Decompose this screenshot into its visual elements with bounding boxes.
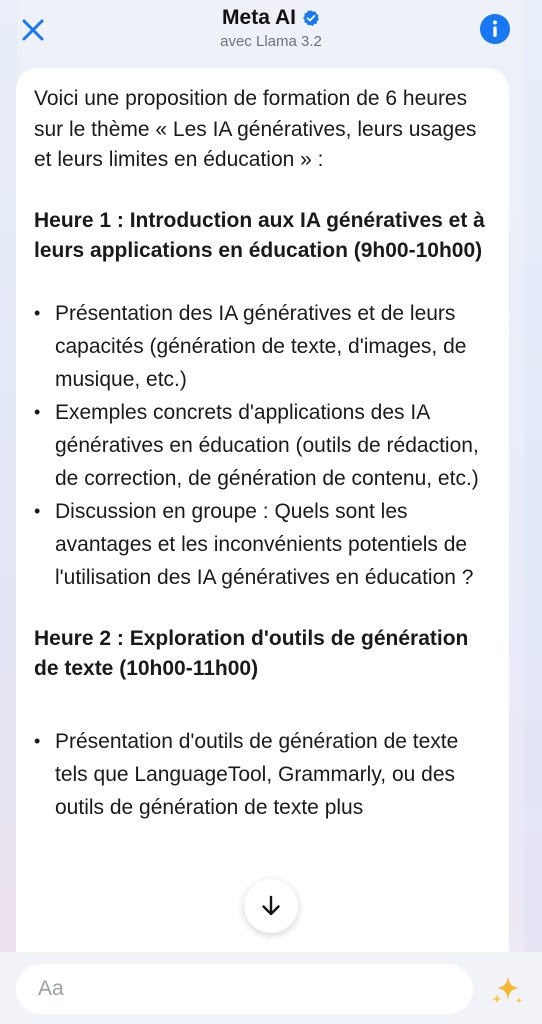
chat-title-block[interactable] (0, 6, 542, 50)
info-icon (480, 14, 510, 44)
message-intro: Voici une proposition de formation de 6 heures sur le thème « Les IA génératives, leurs usages et leurs limites en éducation » : (34, 87, 477, 171)
list-item: • Discussion en groupe : Quels sont les avantages et les inconvénients potentiels de l'utilisation des IA génératives en éducation ? (34, 495, 491, 594)
chat-header (0, 0, 542, 64)
bullet-list-hour-2 (34, 725, 491, 824)
sparkles-icon (488, 970, 528, 1010)
list-item: • Présentation d'outils de génération de texte tels que LanguageTool, Grammarly, ou des outils de génération de texte plus (34, 725, 491, 824)
imagine-button[interactable] (488, 970, 528, 1010)
section-heading-hour-1: Heure 1 : Introduction aux IA génératives et à leurs applications en éducation (9h00-10h00) (34, 208, 485, 262)
scroll-to-bottom-button[interactable] (244, 879, 298, 933)
chat-subtitle: avec Llama 3.2 (220, 33, 322, 50)
composer-bar (0, 952, 542, 1024)
section-heading-hour-2: Heure 2 : Exploration d'outils de génération de texte (10h00-11h00) (34, 626, 469, 680)
list-item: • Exemples concrets d'applications des IA génératives en éducation (outils de rédaction, de correction, de génération de contenu, etc.) (34, 396, 491, 495)
message-input-placeholder: Aa (38, 977, 64, 1000)
chat-title: Meta AI (222, 6, 296, 29)
bullet-list-hour-1 (34, 297, 491, 594)
background-edge-right (524, 0, 542, 1024)
verified-badge-icon (302, 9, 320, 27)
arrow-down-icon (260, 894, 282, 918)
message-input[interactable] (16, 964, 473, 1014)
ai-message-bubble (16, 68, 509, 952)
info-button[interactable] (480, 14, 510, 44)
list-item: • Présentation des IA génératives et de leurs capacités (génération de texte, d'images, de musique, etc.) (34, 297, 491, 396)
